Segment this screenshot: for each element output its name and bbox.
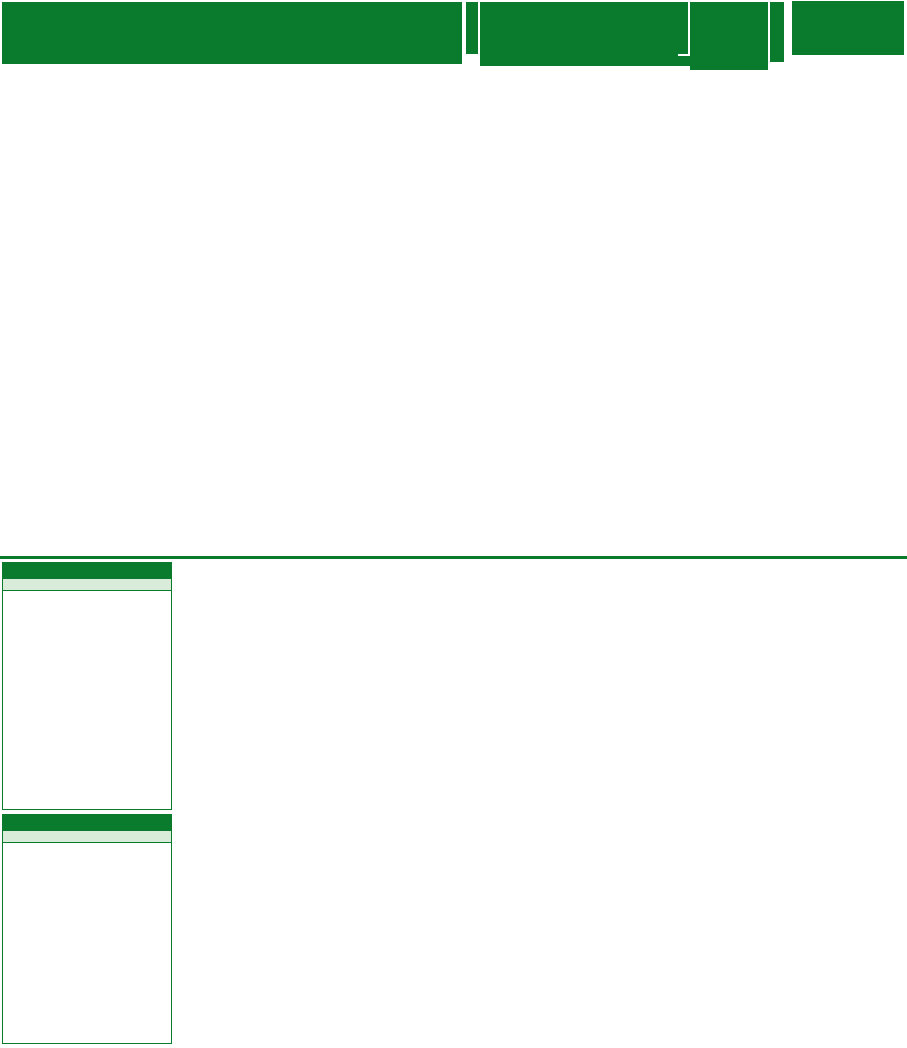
replacement-note — [888, 420, 904, 530]
jockey-stats-title — [3, 815, 171, 831]
info-label — [466, 2, 478, 54]
page-title — [2, 2, 462, 64]
info-mid — [576, 2, 678, 56]
jockey-stats-header — [3, 831, 171, 843]
info-left — [480, 2, 580, 56]
trainer-stats-header — [3, 579, 171, 591]
jockey-stats-table — [2, 814, 172, 1044]
symbol-label — [770, 2, 784, 62]
trainer-stats-title — [3, 563, 171, 579]
trainer-stats-table — [2, 562, 172, 810]
pool-label — [676, 2, 688, 54]
page-header — [0, 0, 907, 68]
section-divider — [0, 556, 907, 559]
notice-banner — [480, 56, 706, 66]
symbol-legend — [792, 1, 904, 55]
